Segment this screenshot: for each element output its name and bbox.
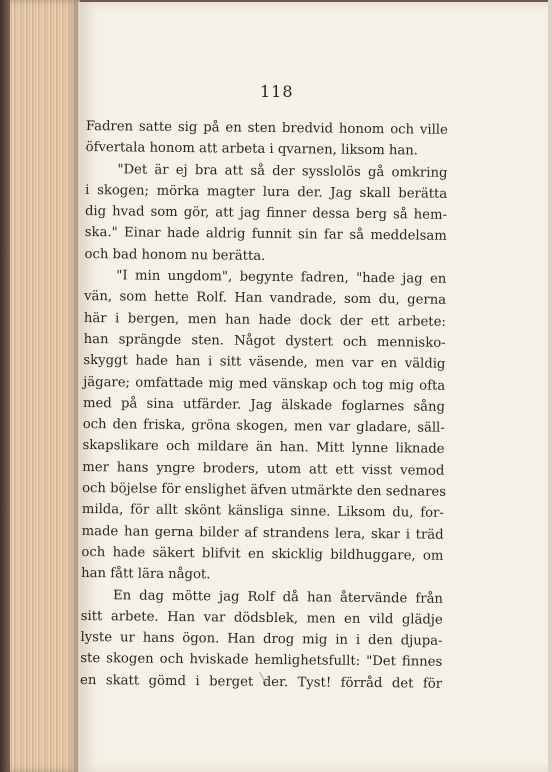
text-line: En dag mötte jag Rolf då han återvände från (112, 587, 444, 607)
text-line: här i bergen, men han hade dock der ett arbete: (83, 310, 446, 330)
text-line: made han gerna bilder af strandens lera, skar i träd (81, 523, 444, 543)
text-line: dig hvad som gör, att jag finner dessa berg så hem- (84, 204, 448, 223)
text-line: och böjelse för enslighet äfven utmärkte den sednares (82, 481, 447, 500)
text-line: lyste ur hans ögon. Han drog mig in i den djupa- (80, 630, 443, 649)
text-line: milda, för allt skönt känsliga sinne. Liksom du, for- (81, 502, 444, 522)
page-number: 118 (260, 82, 294, 101)
text-line: mer hans yngre broders, utom att ett visst vemod (82, 459, 445, 479)
text-line: i skogen; mörka magter lura der. Jag skall berätta (85, 182, 448, 202)
text-line: sitt arbete. Han var dödsblek, men en vild glädje (80, 608, 443, 628)
text-line: och hade säkert blifvit en skicklig bildhuggare, om (81, 544, 444, 564)
text-line: skapslikare och mildare än han. Mitt lynne liknade (82, 438, 445, 458)
text-line: han fått lära något. (81, 566, 211, 583)
right-margin-strip (548, 0, 552, 772)
text-line: med på sina utfärder. Jag älskade foglarnes sång (82, 395, 446, 415)
text-line: ska." Einar hade aldrig funnit sin far så meddelsam (84, 225, 447, 245)
page-edges (10, 0, 80, 772)
text-line: vän, som hette Rolf. Han vandrade, som du, gerna (84, 289, 447, 309)
text-line: en skatt gömd i berget der. Tyst! förråd det för (80, 672, 443, 692)
text-line: ste skogen och hviskade hemlighetsfullt: "Det finnes (80, 651, 443, 671)
text-line: och bad honom nu berätta. (84, 246, 266, 264)
text-line: Fadren satte sig på en sten bredvid honom och ville (85, 118, 448, 138)
text-line: han sprängde sten. Något dystert och mennisko- (83, 331, 446, 351)
text-line: "Det är ej bra att så der sysslolös gå omkring (117, 161, 448, 181)
text-line: öfvertala honom att arbeta i qvarnen, liksom han. (85, 140, 419, 159)
text-line: och den friska, gröna skogen, men var gladare, säll- (82, 417, 445, 436)
text-line: "I min ungdom", begynte fadren, "hade jag en (116, 268, 447, 287)
text-line: skyggt hade han i sitt väsende, men var en väldig (83, 353, 446, 373)
body-text (80, 116, 448, 695)
text-line: jägare; omfattade mig med vänskap och tog mig ofta (83, 374, 446, 394)
